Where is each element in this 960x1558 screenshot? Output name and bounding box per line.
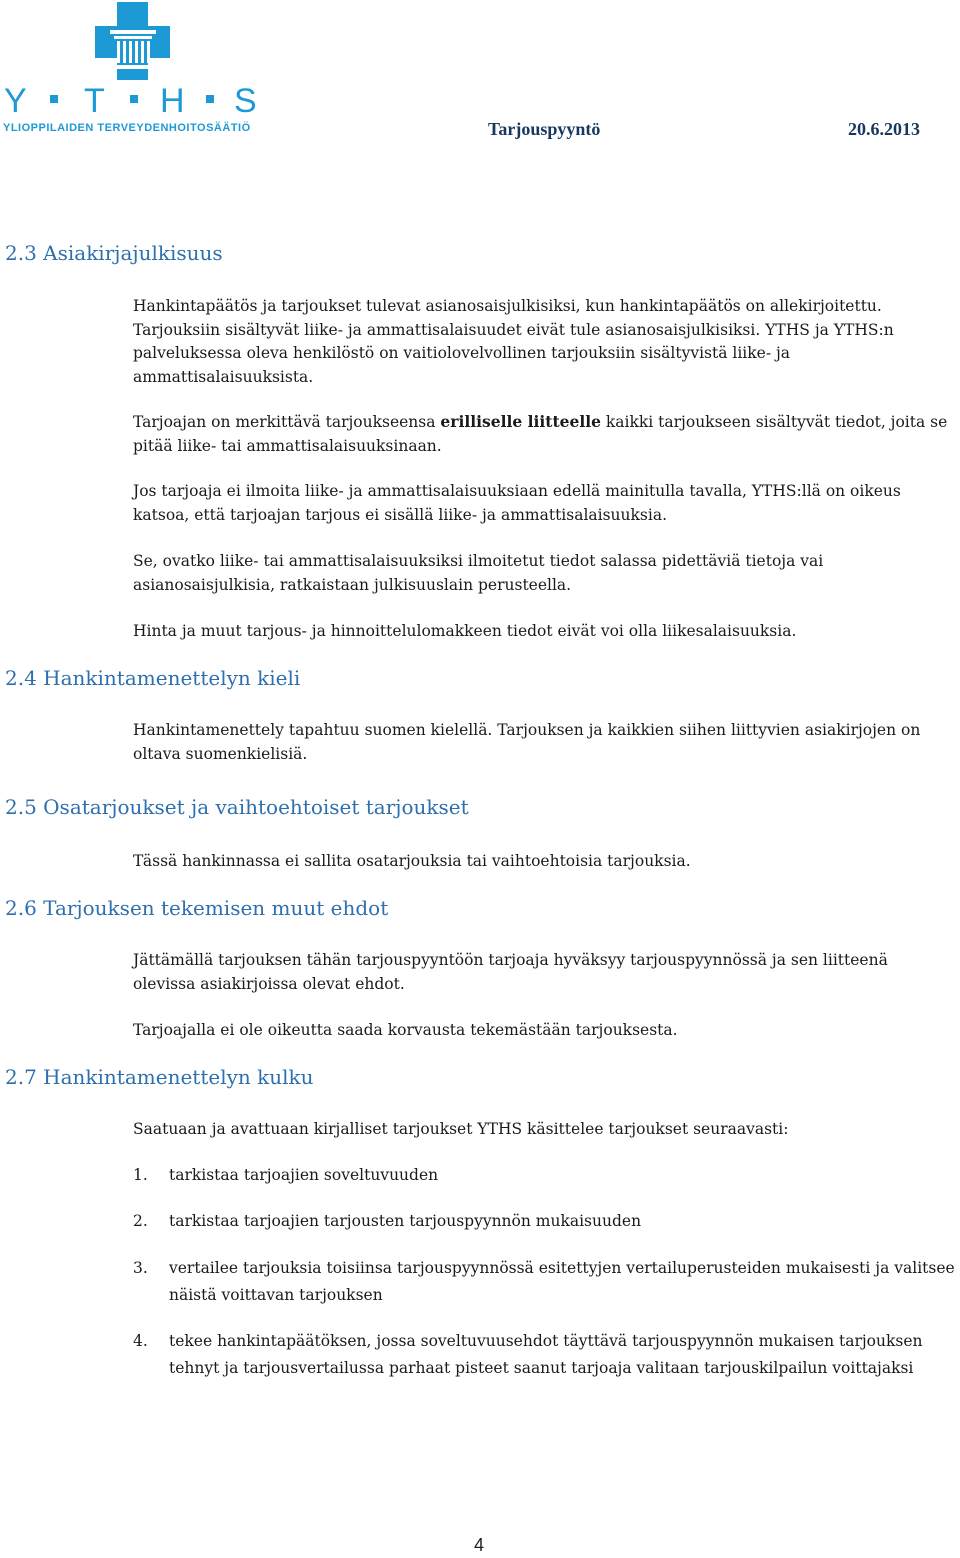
logo-dot — [130, 95, 138, 103]
section-heading-2-5: 2.5 Osatarjoukset ja vaihtoehtoiset tarjoukset — [5, 795, 469, 819]
list-number: 3. — [133, 1259, 148, 1277]
list-number: 4. — [133, 1332, 148, 1350]
paragraph: Hankintamenettely tapahtuu suomen kielellä. Tarjouksen ja kaikkien siihen liittyvien asiakirjojen on oltava suomenkielisiä. — [133, 721, 921, 763]
section-heading-2-7: 2.7 Hankintamenettelyn kulku — [5, 1065, 314, 1089]
list-number: 1. — [133, 1166, 148, 1184]
section-heading-2-3: 2.3 Asiakirjajulkisuus — [5, 241, 223, 265]
paragraph: Jos tarjoaja ei ilmoita liike- ja ammattisalaisuuksiaan edellä mainitulla tavalla, YTHS:llä on oikeus katsoa, että tarjoajan tarjous ei sisällä liike- ja ammattisalaisuuksia. — [133, 482, 901, 524]
logo-letter-h: H — [160, 82, 185, 120]
paragraph: Hankintapäätös ja tarjoukset tulevat asianosaisjulkisiksi, kun hankintapäätös on allekirjoitettu. Tarjouksiin sisältyvät liike- ja ammattisalaisuudet eivät tule asianosaisjulkisiksi. YTHS ja YTHS:n palveluksessa oleva henkilöstö on vaitiolovelvollinen tarjouksiin sisältyvistä liike- ja ammattisalaisuuksista. — [133, 297, 894, 386]
paragraph: Jättämällä tarjouksen tähän tarjouspyyntöön tarjoaja hyväksyy tarjouspyynnössä ja sen liitteenä olevissa asiakirjoissa olevat ehdot. — [133, 951, 888, 993]
section-heading-2-6: 2.6 Tarjouksen tekemisen muut ehdot — [5, 896, 389, 920]
paragraph: Se, ovatko liike- tai ammattisalaisuuksiksi ilmoitetut tiedot salassa pidettäviä tietoja vai asianosaisjulkisia, ratkaistaan julkisuuslain perusteella. — [133, 552, 824, 594]
paragraph: Tässä hankinnassa ei sallita osatarjouksia tai vaihtoehtoisia tarjouksia. — [133, 852, 691, 870]
paragraph: Tarjoajalla ei ole oikeutta saada korvausta tekemästään tarjouksesta. — [133, 1021, 678, 1039]
cross-pillar-icon — [0, 0, 270, 82]
yths-logo — [0, 0, 270, 145]
paragraph: Hinta ja muut tarjous- ja hinnoittelulomakkeen tiedot eivät voi olla liikesalaisuuksia. — [133, 622, 797, 640]
list-text: tarkistaa tarjoajien tarjousten tarjouspyynnön mukaisuuden — [169, 1212, 642, 1230]
document-date: 20.6.2013 — [848, 119, 920, 139]
text-run: Tarjoajan on merkittävä tarjoukseensa — [133, 413, 441, 431]
paragraph — [133, 410, 955, 458]
logo-letter-s: S — [234, 82, 257, 120]
list-text: tekee hankintapäätöksen, jossa soveltuvuusehdot täyttävä tarjouspyynnön mukaisen tarjouksen tehnyt ja tarjousvertailussa parhaat pisteet saanut tarjoaja valitaan tarjouskilpailun voittajaksi — [169, 1332, 923, 1377]
list-text: vertailee tarjouksia toisiinsa tarjouspyynnössä esitettyjen vertailuperusteiden mukaisesti ja valitsee näistä voittavan tarjouksen — [169, 1259, 955, 1304]
logo-dot — [50, 95, 58, 103]
list-text: tarkistaa tarjoajien soveltuvuuden — [169, 1166, 439, 1184]
list-number: 2. — [133, 1212, 148, 1230]
section-heading-2-4: 2.4 Hankintamenettelyn kieli — [5, 666, 301, 690]
paragraph: Saatuaan ja avattuaan kirjalliset tarjoukset YTHS käsittelee tarjoukset seuraavasti: — [133, 1120, 789, 1138]
logo-letter-y: Y — [4, 82, 27, 120]
logo-dot — [206, 95, 214, 103]
logo-letter-t: T — [84, 82, 105, 120]
logo-subtitle: YLIOPPILAIDEN TERVEYDENHOITOSÄÄTIÖ — [3, 122, 251, 134]
page-number: 4 — [474, 1535, 485, 1555]
document-title: Tarjouspyyntö — [488, 119, 601, 139]
bold-text: erilliselle liitteelle — [440, 412, 601, 431]
text-run: kaikki tarjoukseen sisältyvät tiedot, joita se pitää liike- tai ammattisalaisuuksinaan. — [133, 413, 948, 455]
